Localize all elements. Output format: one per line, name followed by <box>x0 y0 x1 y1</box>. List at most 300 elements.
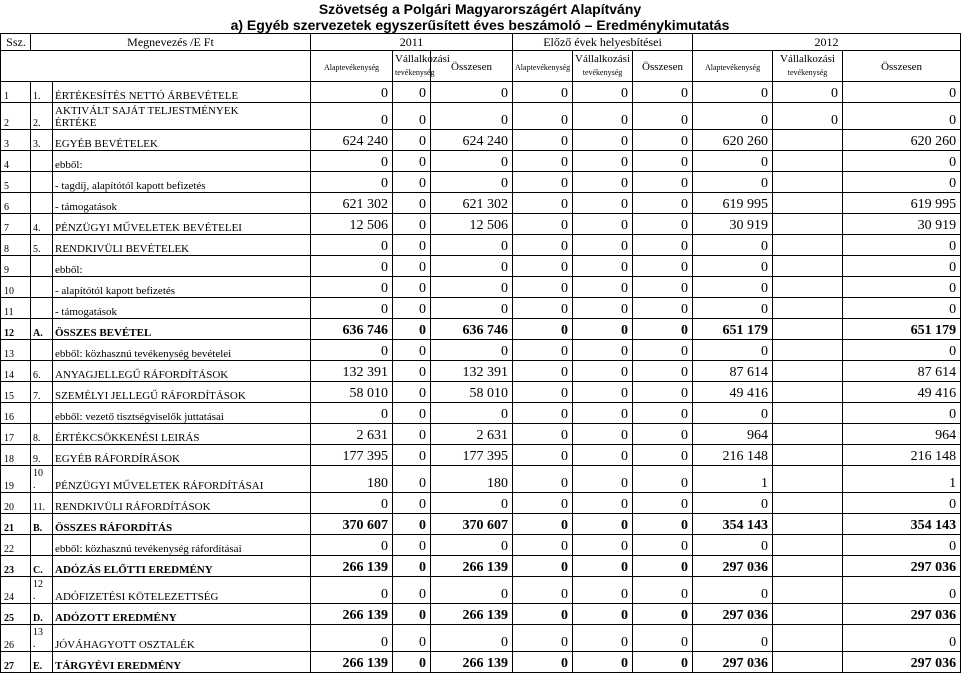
row-value: 0 <box>311 577 393 604</box>
row-value: 0 <box>311 298 393 319</box>
row-label: ÖSSZES RÁFORDÍTÁS <box>53 514 311 535</box>
row-value: 0 <box>573 424 633 445</box>
row-ssz: 19 <box>1 466 31 493</box>
row-value: 0 <box>513 319 573 340</box>
row-value: 0 <box>573 82 633 103</box>
row-value <box>773 535 843 556</box>
row-label-part: ÉRTÉKE <box>55 117 97 129</box>
row-value: 0 <box>633 445 693 466</box>
row-value <box>773 130 843 151</box>
row-value: 0 <box>513 514 573 535</box>
row-value: 0 <box>513 466 573 493</box>
row-value: 0 <box>431 82 513 103</box>
table-row <box>1 130 961 151</box>
row-value: 177 395 <box>311 445 393 466</box>
row-value: 0 <box>843 625 961 652</box>
col-year-2011: 2011 <box>311 34 513 51</box>
row-value: 0 <box>573 382 633 403</box>
sub-tev-1: tevékenység <box>395 68 435 77</box>
row-label: - támogatások <box>53 193 311 214</box>
row-ssz: 11 <box>1 298 31 319</box>
row-number: 9. <box>31 445 53 466</box>
row-label: - támogatások <box>53 298 311 319</box>
row-value: 0 <box>693 277 773 298</box>
row-number <box>31 193 53 214</box>
row-value: 0 <box>431 577 513 604</box>
row-value: 0 <box>431 172 513 193</box>
row-ssz: 21 <box>1 514 31 535</box>
row-value: 0 <box>843 151 961 172</box>
sub-alap-2: Alaptevékenység <box>515 63 571 72</box>
row-value: 0 <box>513 193 573 214</box>
row-value <box>773 277 843 298</box>
row-number: 7. <box>31 382 53 403</box>
row-label: ebből: vezető tisztségviselők juttatásai <box>53 403 311 424</box>
row-value: 0 <box>633 214 693 235</box>
row-value: 0 <box>633 625 693 652</box>
row-number-part: . <box>33 639 36 650</box>
row-value: 0 <box>633 103 693 130</box>
row-value: 620 260 <box>843 130 961 151</box>
row-ssz: 8 <box>1 235 31 256</box>
row-value: 297 036 <box>843 652 961 673</box>
row-number: D. <box>31 604 53 625</box>
row-ssz: 20 <box>1 493 31 514</box>
header-row-years <box>1 34 961 51</box>
row-value: 0 <box>633 403 693 424</box>
row-number <box>31 151 53 172</box>
row-value <box>773 403 843 424</box>
row-value: 0 <box>431 256 513 277</box>
row-value: 266 139 <box>431 556 513 577</box>
row-value <box>773 256 843 277</box>
row-number-part: . <box>33 480 36 491</box>
row-value: 0 <box>843 493 961 514</box>
row-value: 0 <box>513 625 573 652</box>
row-value: 87 614 <box>693 361 773 382</box>
row-value: 0 <box>513 298 573 319</box>
table-row <box>1 214 961 235</box>
row-value: 0 <box>633 652 693 673</box>
row-value <box>773 319 843 340</box>
row-value: 0 <box>393 652 431 673</box>
col-name: Megnevezés /E Ft <box>31 34 311 51</box>
row-value: 0 <box>693 625 773 652</box>
sub-ossz-2: Összesen <box>642 61 683 73</box>
row-value: 651 179 <box>843 319 961 340</box>
row-value: 0 <box>633 514 693 535</box>
row-value: 0 <box>513 103 573 130</box>
row-label: JÓVÁHAGYOTT OSZTALÉK <box>53 625 311 652</box>
row-value: 0 <box>693 151 773 172</box>
row-number: 8. <box>31 424 53 445</box>
row-value <box>773 577 843 604</box>
row-value: 266 139 <box>311 652 393 673</box>
row-ssz: 7 <box>1 214 31 235</box>
row-value: 0 <box>843 82 961 103</box>
row-number <box>31 625 53 652</box>
row-value <box>773 214 843 235</box>
table-row <box>1 493 961 514</box>
row-label: EGYÉB RÁFORDÍRÁSOK <box>53 445 311 466</box>
row-value: 266 139 <box>431 652 513 673</box>
row-value: 0 <box>431 235 513 256</box>
row-value: 0 <box>513 382 573 403</box>
row-label: ebből: <box>53 256 311 277</box>
row-value: 0 <box>693 340 773 361</box>
table-row <box>1 277 961 298</box>
row-value: 49 416 <box>843 382 961 403</box>
sub-ossz-1: Összesen <box>451 61 492 73</box>
row-value: 0 <box>431 340 513 361</box>
row-label: PÉNZÜGYI MŰVELETEK RÁFORDÍTÁSAI <box>53 466 311 493</box>
row-label: ANYAGJELLEGŰ RÁFORDÍTÁSOK <box>53 361 311 382</box>
row-value: 0 <box>311 625 393 652</box>
row-value: 636 746 <box>311 319 393 340</box>
row-value <box>773 445 843 466</box>
row-label: ADÓZÁS ELŐTTI EREDMÉNY <box>53 556 311 577</box>
sub-tev-3: tevékenység <box>787 68 828 77</box>
row-value: 266 139 <box>311 604 393 625</box>
row-number: 5. <box>31 235 53 256</box>
row-value: 0 <box>573 235 633 256</box>
row-label: ADÓZOTT EREDMÉNY <box>53 604 311 625</box>
row-value: 0 <box>393 382 431 403</box>
row-value: 0 <box>773 103 843 130</box>
row-value: 1 <box>843 466 961 493</box>
row-label: ebből: <box>53 151 311 172</box>
row-value: 0 <box>393 340 431 361</box>
row-value: 0 <box>393 361 431 382</box>
row-value: 216 148 <box>843 445 961 466</box>
row-label: ÉRTÉKCSÖKKENÉSI LEIRÁS <box>53 424 311 445</box>
row-value: 12 506 <box>431 214 513 235</box>
table-row <box>1 604 961 625</box>
row-value: 621 302 <box>431 193 513 214</box>
row-ssz: 9 <box>1 256 31 277</box>
row-value: 0 <box>513 340 573 361</box>
row-value: 0 <box>573 577 633 604</box>
row-label: - alapítótól kapott befizetés <box>53 277 311 298</box>
row-number <box>31 277 53 298</box>
row-value: 0 <box>513 577 573 604</box>
row-value: 0 <box>513 361 573 382</box>
report-subtitle: a) Egyéb szervezetek egyszerűsített éves beszámoló – Eredménykimutatás <box>230 17 730 33</box>
row-value <box>773 625 843 652</box>
row-label: RENDKIVÜLI BEVÉTELEK <box>53 235 311 256</box>
row-value: 297 036 <box>693 652 773 673</box>
row-ssz: 1 <box>1 82 31 103</box>
row-label: ÖSSZES BEVÉTEL <box>53 319 311 340</box>
row-value: 0 <box>393 493 431 514</box>
row-number <box>31 298 53 319</box>
row-value: 0 <box>573 445 633 466</box>
row-value <box>773 193 843 214</box>
row-value: 0 <box>693 403 773 424</box>
row-value: 0 <box>431 277 513 298</box>
row-value: 30 919 <box>843 214 961 235</box>
row-value: 0 <box>573 277 633 298</box>
row-value <box>773 172 843 193</box>
row-number: C. <box>31 556 53 577</box>
row-number: 3. <box>31 130 53 151</box>
row-value: 0 <box>843 235 961 256</box>
row-value: 297 036 <box>843 604 961 625</box>
row-ssz: 23 <box>1 556 31 577</box>
row-value: 0 <box>431 103 513 130</box>
row-value: 0 <box>513 151 573 172</box>
row-value: 0 <box>513 652 573 673</box>
row-value <box>773 466 843 493</box>
row-value: 0 <box>393 256 431 277</box>
row-ssz: 17 <box>1 424 31 445</box>
row-ssz: 14 <box>1 361 31 382</box>
row-label: ÉRTÉKESÍTÉS NETTÓ ÁRBEVÉTELE <box>53 82 311 103</box>
row-value: 0 <box>633 277 693 298</box>
row-value: 0 <box>633 298 693 319</box>
row-value: 0 <box>633 424 693 445</box>
sub-alap-3: Alaptevékenység <box>704 63 761 72</box>
row-value: 87 614 <box>843 361 961 382</box>
table-row <box>1 256 961 277</box>
row-value: 0 <box>843 103 961 130</box>
row-value: 0 <box>843 277 961 298</box>
table-row <box>1 151 961 172</box>
row-value: 0 <box>393 625 431 652</box>
table-row <box>1 466 961 493</box>
row-value: 0 <box>573 403 633 424</box>
row-ssz: 18 <box>1 445 31 466</box>
col-ssz: Ssz. <box>1 34 31 51</box>
row-number <box>31 403 53 424</box>
table-row <box>1 172 961 193</box>
row-value: 0 <box>573 466 633 493</box>
row-value: 0 <box>393 298 431 319</box>
row-ssz: 26 <box>1 625 31 652</box>
table-row <box>1 424 961 445</box>
row-value: 964 <box>843 424 961 445</box>
row-value: 0 <box>393 556 431 577</box>
row-value: 0 <box>431 298 513 319</box>
row-value: 0 <box>843 256 961 277</box>
row-value: 0 <box>573 214 633 235</box>
row-value: 266 139 <box>311 556 393 577</box>
row-label: ebből: közhasznú tevékenység bevételei <box>53 340 311 361</box>
row-value: 0 <box>393 319 431 340</box>
row-value: 1 <box>693 466 773 493</box>
row-value: 0 <box>513 604 573 625</box>
row-value: 0 <box>513 403 573 424</box>
row-number <box>31 256 53 277</box>
row-ssz: 2 <box>1 103 31 130</box>
row-value: 132 391 <box>431 361 513 382</box>
row-value <box>773 235 843 256</box>
sub-vall-3: Vállalkozási <box>780 53 836 65</box>
row-value: 0 <box>393 82 431 103</box>
row-value: 0 <box>693 535 773 556</box>
row-value <box>773 556 843 577</box>
row-value: 0 <box>311 277 393 298</box>
row-value: 0 <box>393 130 431 151</box>
header-blank <box>1 51 311 82</box>
row-value: 0 <box>843 172 961 193</box>
table-row <box>1 382 961 403</box>
table-row <box>1 319 961 340</box>
row-number: 6. <box>31 361 53 382</box>
row-value: 0 <box>431 151 513 172</box>
row-value: 0 <box>513 235 573 256</box>
row-value: 0 <box>843 403 961 424</box>
sub-tev-2: tevékenység <box>582 68 623 77</box>
row-ssz: 5 <box>1 172 31 193</box>
row-value: 0 <box>693 493 773 514</box>
row-value: 0 <box>513 172 573 193</box>
row-value: 0 <box>311 340 393 361</box>
row-value: 30 919 <box>693 214 773 235</box>
row-value: 0 <box>513 535 573 556</box>
row-value <box>773 604 843 625</box>
row-value: 180 <box>311 466 393 493</box>
row-value: 354 143 <box>843 514 961 535</box>
row-value: 0 <box>693 172 773 193</box>
row-ssz: 16 <box>1 403 31 424</box>
row-value: 0 <box>633 493 693 514</box>
sub-alap-1: Alaptevékenység <box>323 63 380 72</box>
row-value: 0 <box>393 466 431 493</box>
row-value: 0 <box>633 466 693 493</box>
row-value: 0 <box>693 256 773 277</box>
row-value: 0 <box>633 577 693 604</box>
row-value: 0 <box>633 235 693 256</box>
table-row <box>1 625 961 652</box>
row-value: 370 607 <box>431 514 513 535</box>
row-ssz: 4 <box>1 151 31 172</box>
row-ssz: 13 <box>1 340 31 361</box>
row-number-part: 10 <box>33 468 43 479</box>
row-value <box>773 151 843 172</box>
row-value: 0 <box>513 214 573 235</box>
row-value: 354 143 <box>693 514 773 535</box>
row-value: 0 <box>693 235 773 256</box>
row-value <box>773 514 843 535</box>
row-number: 1. <box>31 82 53 103</box>
table-row <box>1 235 961 256</box>
table-row <box>1 340 961 361</box>
header-row-sub <box>1 51 961 82</box>
row-value: 0 <box>633 535 693 556</box>
report-header <box>0 0 960 33</box>
row-number: E. <box>31 652 53 673</box>
row-value: 624 240 <box>311 130 393 151</box>
income-statement-table <box>0 33 961 673</box>
row-value: 0 <box>633 82 693 103</box>
row-value: 0 <box>311 172 393 193</box>
col-year-2012: 2012 <box>693 34 961 51</box>
table-row <box>1 103 961 130</box>
table-body <box>1 82 961 673</box>
sub-vall-2: Vállalkozási <box>575 53 630 65</box>
row-value: 0 <box>573 340 633 361</box>
row-number <box>31 535 53 556</box>
table-row <box>1 82 961 103</box>
row-value: 0 <box>393 577 431 604</box>
row-value: 0 <box>393 424 431 445</box>
table-row <box>1 514 961 535</box>
row-value: 0 <box>513 556 573 577</box>
row-ssz: 12 <box>1 319 31 340</box>
row-value: 0 <box>311 535 393 556</box>
row-value: 297 036 <box>693 604 773 625</box>
table-row <box>1 556 961 577</box>
row-value: 0 <box>393 445 431 466</box>
row-value: 0 <box>573 604 633 625</box>
row-value: 132 391 <box>311 361 393 382</box>
row-value: 0 <box>633 556 693 577</box>
row-number-part: . <box>33 591 36 602</box>
table-row <box>1 403 961 424</box>
table-row <box>1 361 961 382</box>
row-value: 0 <box>633 172 693 193</box>
row-value: 0 <box>573 193 633 214</box>
row-value: 0 <box>573 493 633 514</box>
row-value: 0 <box>633 256 693 277</box>
row-value: 0 <box>573 130 633 151</box>
row-ssz: 25 <box>1 604 31 625</box>
row-value: 0 <box>573 151 633 172</box>
table-row <box>1 298 961 319</box>
row-label-part: AKTIVÁLT SAJÁT TELJESTMÉNYEK <box>55 105 239 117</box>
row-ssz: 15 <box>1 382 31 403</box>
row-value: 0 <box>693 103 773 130</box>
row-value: 0 <box>431 625 513 652</box>
row-value: 0 <box>393 151 431 172</box>
row-value: 0 <box>513 493 573 514</box>
row-value: 0 <box>393 604 431 625</box>
row-value <box>773 361 843 382</box>
row-value: 180 <box>431 466 513 493</box>
row-value <box>773 424 843 445</box>
row-value: 0 <box>393 103 431 130</box>
row-value: 636 746 <box>431 319 513 340</box>
row-value: 0 <box>693 577 773 604</box>
row-value: 0 <box>633 361 693 382</box>
row-label: EGYÉB BEVÉTELEK <box>53 130 311 151</box>
row-value: 0 <box>311 82 393 103</box>
row-value: 0 <box>311 235 393 256</box>
row-value: 0 <box>311 151 393 172</box>
row-value <box>773 340 843 361</box>
row-value: 0 <box>431 493 513 514</box>
row-value: 297 036 <box>693 556 773 577</box>
row-value: 0 <box>573 514 633 535</box>
row-number: 11. <box>31 493 53 514</box>
row-value: 58 010 <box>431 382 513 403</box>
report-title: Szövetség a Polgári Magyarországért Alapítvány <box>318 1 642 17</box>
row-number <box>31 172 53 193</box>
row-value: 0 <box>573 172 633 193</box>
row-ssz: 24 <box>1 577 31 604</box>
row-value: 0 <box>633 319 693 340</box>
row-value <box>773 493 843 514</box>
row-label <box>53 103 311 130</box>
row-ssz: 3 <box>1 130 31 151</box>
row-value: 620 260 <box>693 130 773 151</box>
row-value: 12 506 <box>311 214 393 235</box>
row-value: 0 <box>513 445 573 466</box>
row-value: 0 <box>513 424 573 445</box>
row-value: 0 <box>393 172 431 193</box>
row-number-part: 13 <box>33 627 43 638</box>
